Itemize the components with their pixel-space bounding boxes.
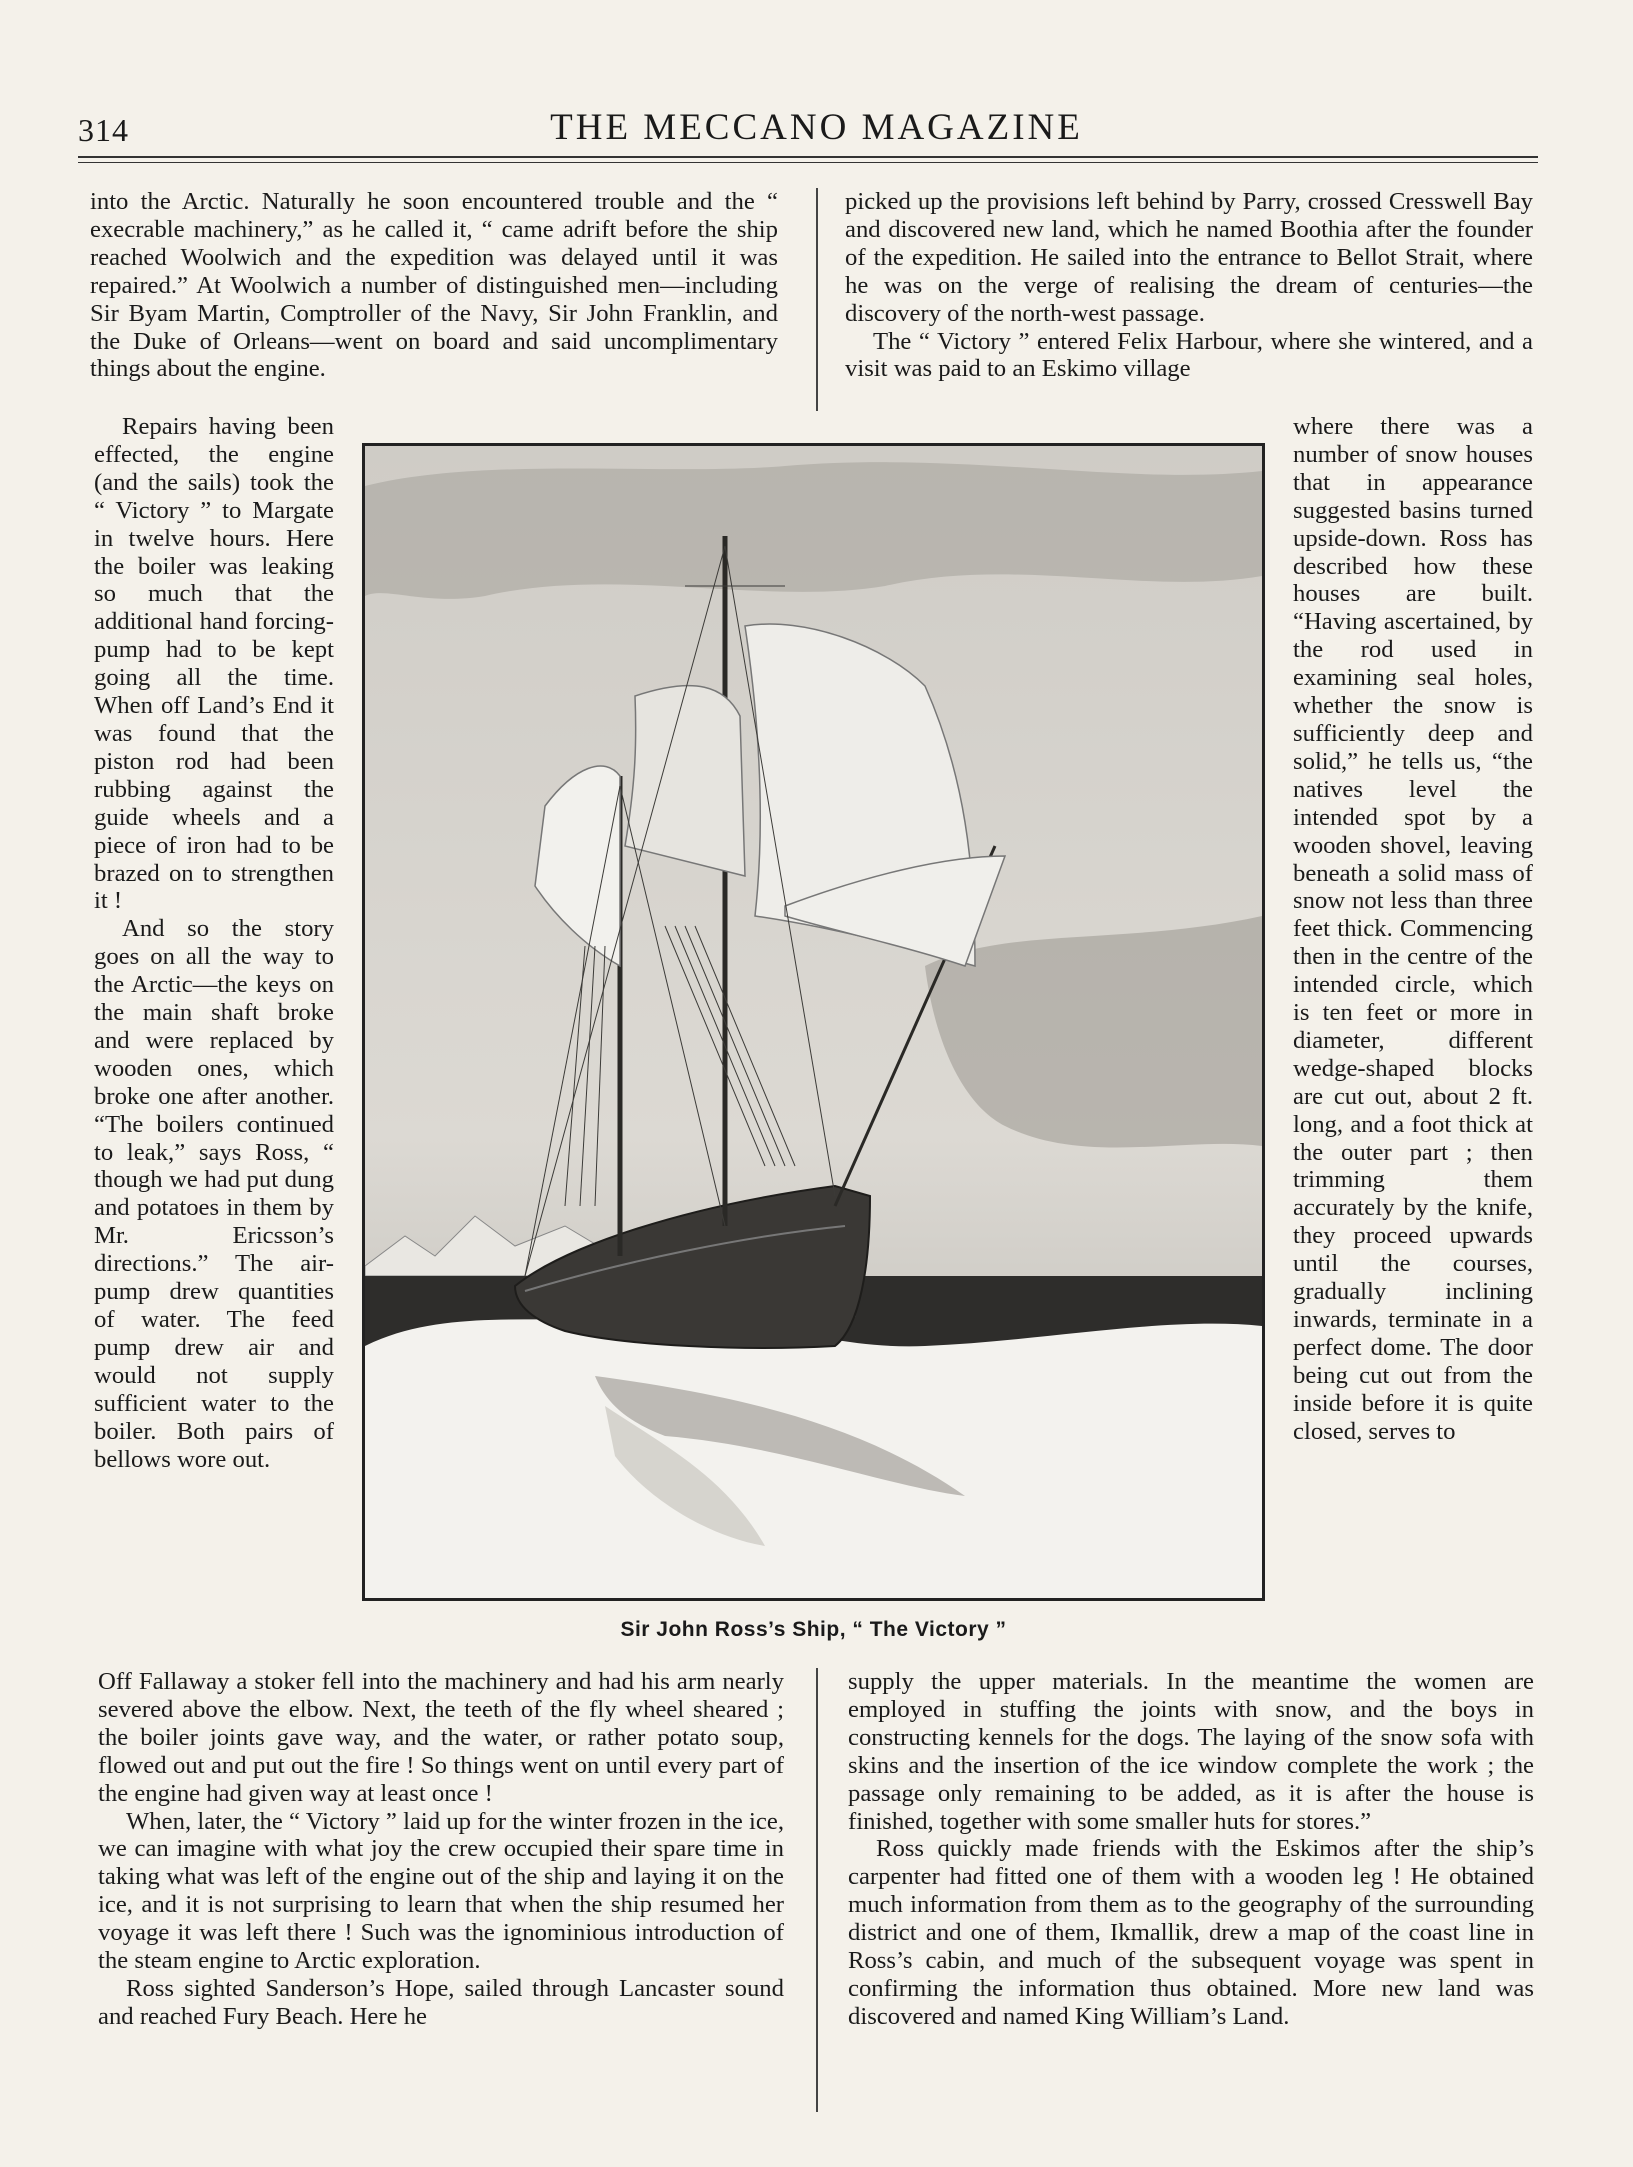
victory-ship-drawing <box>365 446 1262 1598</box>
left-column-top <box>90 188 778 383</box>
paragraph: supply the upper materials. In the meantime the women are employed in stuffing the joints with snow, and the boys in constructing kennels for the dogs. The laying of the snow sofa with skins and the insertion of the ice window complete the work ; the passage only remaining to be added, as it is after the house is finished, together with some smaller huts for stores.” <box>848 1668 1534 1835</box>
paragraph: picked up the provisions left behind by Parry, crossed Cresswell Bay and discovered new land, which he named Boothia after the founder of the expedition. He sailed into the entrance to Bellot Strait, where he was on the verge of realising the dream of centuries—the discovery of the north-west passage. <box>845 188 1533 327</box>
paragraph: where there was a number of snow houses that in appearance suggested basins turned upside-down. Ross has described how these houses are built. “Having ascertained, by the rod used in examining seal holes, whether the snow is sufficiently deep and solid,” he tells us, “the natives level the intended spot by a wooden shovel, leaving beneath a solid mass of snow not less than three feet thick. Commencing then in the centre of the intended circle, which is ten feet or more in diameter, different wedge-shaped blocks are cut out, about 2 ft. long, and a foot thick at the outer part ; then trimming them accurately by the knife, they proceed upwards until the courses, gradually inclining inwards, terminate in a perfect dome. The door being cut out from the inside before it is quite closed, serves to <box>1293 413 1533 1445</box>
page-number: 314 <box>78 112 129 148</box>
column-divider-bottom <box>816 1668 818 2112</box>
paragraph: Repairs having been effected, the engine (and the sails) took the “ Victory ” to Margate in twelve hours. Here the boiler was leaking so much that the additional hand forcing-pump had to be kept going all the time. When off Land’s End it was found that the piston rod had been rubbing against the guide wheels and a piece of iron had to be brazed on to strengthen it ! <box>94 413 334 915</box>
paragraph: Ross sighted Sanderson’s Hope, sailed through Lancaster sound and reached Fury Beach. Here he <box>98 1974 784 2030</box>
cloud-bank <box>365 462 1262 599</box>
column-divider-top <box>816 188 818 411</box>
left-column-narrow <box>94 413 334 1473</box>
right-column-narrow <box>1293 413 1533 1446</box>
paragraph: into the Arctic. Naturally he soon encountered trouble and the “ execrable machinery,” as he called it, “ came adrift before the ship reached Woolwich and the expedition was delayed until it was repaired.” At Woolwich a number of distinguished men—including Sir Byam Martin, Comptroller of the Navy, Sir John Franklin, and the Duke of Orleans—went on board and said uncomplimentary things about the engine. <box>90 188 778 383</box>
ship-illustration <box>362 443 1265 1601</box>
magazine-title: THE MECCANO MAGAZINE <box>550 107 1083 148</box>
paragraph: The “ Victory ” entered Felix Harbour, where she wintered, and a visit was paid to an Eskimo village <box>845 327 1533 383</box>
header-rule-bottom <box>78 162 1538 163</box>
topsail <box>625 686 745 876</box>
header-rule-top <box>78 156 1538 158</box>
figure-caption: Sir John Ross’s Ship, “ The Victory ” <box>620 1618 1007 1641</box>
paragraph: Ross quickly made friends with the Eskimos after the ship’s carpenter had fitted one of them with a wooden leg ! He obtained much information from them as to the geography of the surrounding district and one of them, Ikmallik, drew a map of the coast line in Ross’s cabin, and much of the subsequent voyage was spent in confirming the information thus obtained. More new land was discovered and named King William’s Land. <box>848 1835 1534 2030</box>
paragraph: Off Fallaway a stoker fell into the machinery and had his arm nearly severed above the elbow. Next, the teeth of the fly wheel sheared ; the boiler joints gave way, and the water, or rather potato soup, flowed out and put out the fire ! So things went on until every part of the engine had given way at least once ! <box>98 1668 784 1807</box>
left-column-bottom <box>98 1668 784 2031</box>
paragraph: When, later, the “ Victory ” laid up for the winter frozen in the ice, we can imagine with what joy the crew occupied their spare time in taking what was left of the engine out of the ship and laying it on the ice, and it is not surprising to learn that when the ship resumed her voyage it was left there ! Such was the ignominious introduction of the steam engine to Arctic exploration. <box>98 1807 784 1975</box>
right-column-top <box>845 188 1533 383</box>
paragraph: And so the story goes on all the way to the Arctic—the keys on the main shaft broke and were replaced by wooden ones, which broke one after another. “The boilers continued to leak,” says Ross, “ though we had put dung and potatoes in them by Mr. Ericsson’s directions.” The air-pump drew quantities of water. The feed pump drew air and would not supply sufficient water to the boiler. Both pairs of bellows wore out. <box>94 915 334 1473</box>
right-column-bottom <box>848 1668 1534 2031</box>
